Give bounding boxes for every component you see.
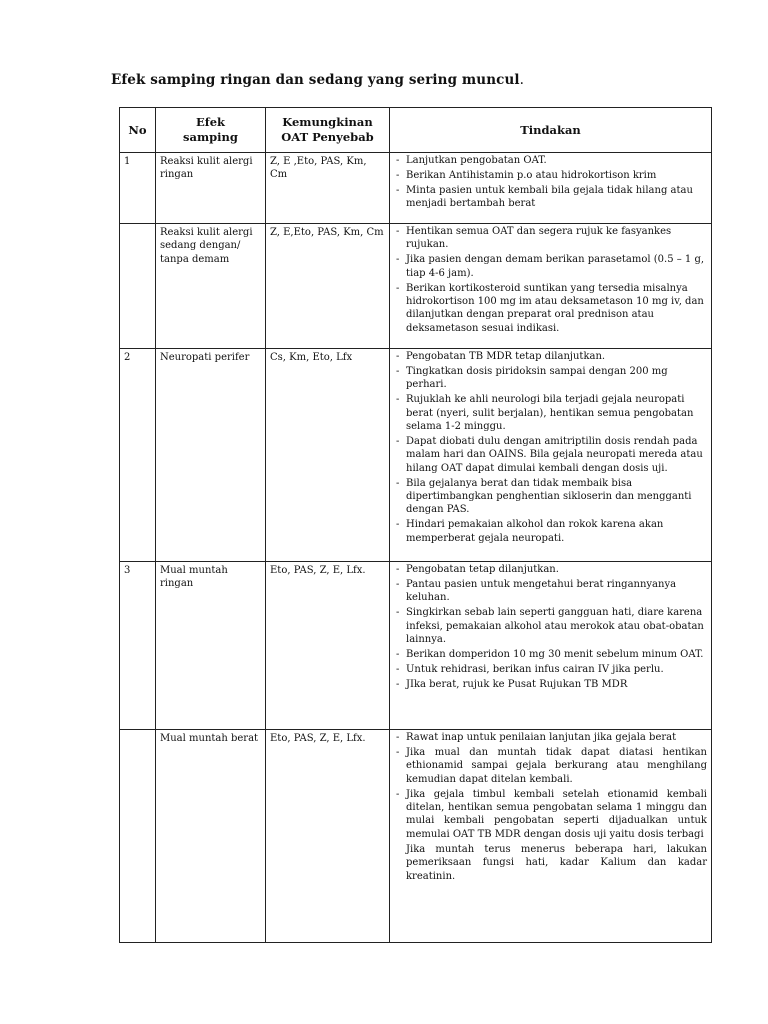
- title-text: Efek samping ringan dan sedang yang sering muncul: [111, 72, 520, 88]
- action-item: - Rujuklah ke ahli neurologi bila terjadi gejala neuropati berat (nyeri, sulit berjalan), hentikan semua pengobatan selama 1-2 minggu.: [394, 393, 707, 433]
- row-number: [120, 730, 156, 943]
- side-effect-cell: Neuropati perifer: [156, 349, 266, 562]
- action-cell: [390, 153, 712, 224]
- oat-cell: Z, E,Eto, PAS, Km, Cm: [266, 224, 390, 349]
- action-item: - Minta pasien untuk kembali bila gejala tidak hilang atau menjadi bertambah berat: [394, 184, 707, 211]
- header-tindakan: Tindakan: [390, 108, 712, 153]
- action-item: - Hindari pemakaian alkohol dan rokok karena akan memperberat gejala neuropati.: [394, 518, 707, 545]
- row-number: 3: [120, 562, 156, 730]
- action-item: - Rawat inap untuk penilaian lanjutan jika gejala berat: [394, 731, 707, 744]
- action-item: - Berikan domperidon 10 mg 30 menit sebelum minum OAT.: [394, 648, 707, 661]
- table-row: [120, 224, 712, 349]
- action-item: - Bila gejalanya berat dan tidak membaik bisa dipertimbangkan penghentian sikloserin dan mengganti dengan PAS.: [394, 477, 707, 517]
- action-item: - Jika pasien dengan demam berikan parasetamol (0.5 – 1 g, tiap 4-6 jam).: [394, 253, 707, 280]
- action-item: - Dapat diobati dulu dengan amitriptilin dosis rendah pada malam hari dan OAINS. Bila gejala neuropati mereda atau hilang OAT dapat dimulai kembali dengan dosis uji.: [394, 435, 707, 475]
- action-cell: [390, 224, 712, 349]
- action-item: - Untuk rehidrasi, berikan infus cairan IV jika perlu.: [394, 663, 707, 676]
- oat-cell: Eto, PAS, Z, E, Lfx.: [266, 562, 390, 730]
- table-row: [120, 562, 712, 730]
- side-effect-cell: Mual muntah ringan: [156, 562, 266, 730]
- action-cell: [390, 349, 712, 562]
- table-header-row: [120, 108, 712, 153]
- table-row: [120, 730, 712, 943]
- title-suffix: .: [519, 72, 525, 88]
- action-item: - Pengobatan TB MDR tetap dilanjutkan.: [394, 350, 707, 363]
- action-list: [394, 350, 707, 545]
- row-number: [120, 224, 156, 349]
- action-item: - Jika gejala timbul kembali setelah etionamid kembali ditelan, hentikan semua pengobatan selama 1 minggu dan mulai kembali pengobatan seperti dijadualkan untuk memulai OAT TB MDR dengan dosis uji yaitu dosis terbagi: [394, 788, 707, 842]
- oat-cell: Cs, Km, Eto, Lfx: [266, 349, 390, 562]
- action-cell: [390, 562, 712, 730]
- action-list: [394, 225, 707, 335]
- row-number: 2: [120, 349, 156, 562]
- action-cell: [390, 730, 712, 943]
- side-effect-cell: Reaksi kulit alergi ringan: [156, 153, 266, 224]
- action-list: [394, 731, 707, 841]
- header-oat-penyebab: Kemungkinan OAT Penyebab: [266, 108, 390, 153]
- action-continuation: Jika muntah terus menerus beberapa hari, lakukan pemeriksaan fungsi hati, kadar Kalium dan kadar kreatinin.: [406, 843, 707, 882]
- document-title: [111, 72, 524, 88]
- action-list: [394, 154, 707, 211]
- action-item: - Hentikan semua OAT dan segera rujuk ke fasyankes rujukan.: [394, 225, 707, 252]
- action-item: - Pengobatan tetap dilanjutkan.: [394, 563, 707, 576]
- action-item: - Jika mual dan muntah tidak dapat diatasi hentikan ethionamid sampai gejala berkurang atau menghilang kemudian dapat ditelan kembali.: [394, 746, 707, 786]
- side-effect-cell: Reaksi kulit alergi sedang dengan/ tanpa demam: [156, 224, 266, 349]
- row-number: 1: [120, 153, 156, 224]
- oat-cell: Eto, PAS, Z, E, Lfx.: [266, 730, 390, 943]
- header-efek-samping: Efek samping: [156, 108, 266, 153]
- side-effect-cell: Mual muntah berat: [156, 730, 266, 943]
- action-item: - Berikan kortikosteroid suntikan yang tersedia misalnya hidrokortison 100 mg im atau deksametason 10 mg iv, dan dilanjutkan dengan preparat oral prednison atau deksametason sesuai indikasi.: [394, 282, 707, 336]
- action-item: - JIka berat, rujuk ke Pusat Rujukan TB MDR: [394, 678, 707, 691]
- action-list: [394, 563, 707, 691]
- oat-cell: Z, E ,Eto, PAS, Km, Cm: [266, 153, 390, 224]
- action-item: - Berikan Antihistamin p.o atau hidrokortison krim: [394, 169, 707, 182]
- header-no: No: [120, 108, 156, 153]
- action-item: - Singkirkan sebab lain seperti gangguan hati, diare karena infeksi, pemakaian alkohol atau merokok atau obat-obatan lainnya.: [394, 606, 707, 646]
- table-row: [120, 153, 712, 224]
- table-row: [120, 349, 712, 562]
- action-item: - Lanjutkan pengobatan OAT.: [394, 154, 707, 167]
- action-item: - Tingkatkan dosis piridoksin sampai dengan 200 mg perhari.: [394, 365, 707, 392]
- side-effects-table: [119, 107, 712, 943]
- action-item: - Pantau pasien untuk mengetahui berat ringannyanya keluhan.: [394, 578, 707, 605]
